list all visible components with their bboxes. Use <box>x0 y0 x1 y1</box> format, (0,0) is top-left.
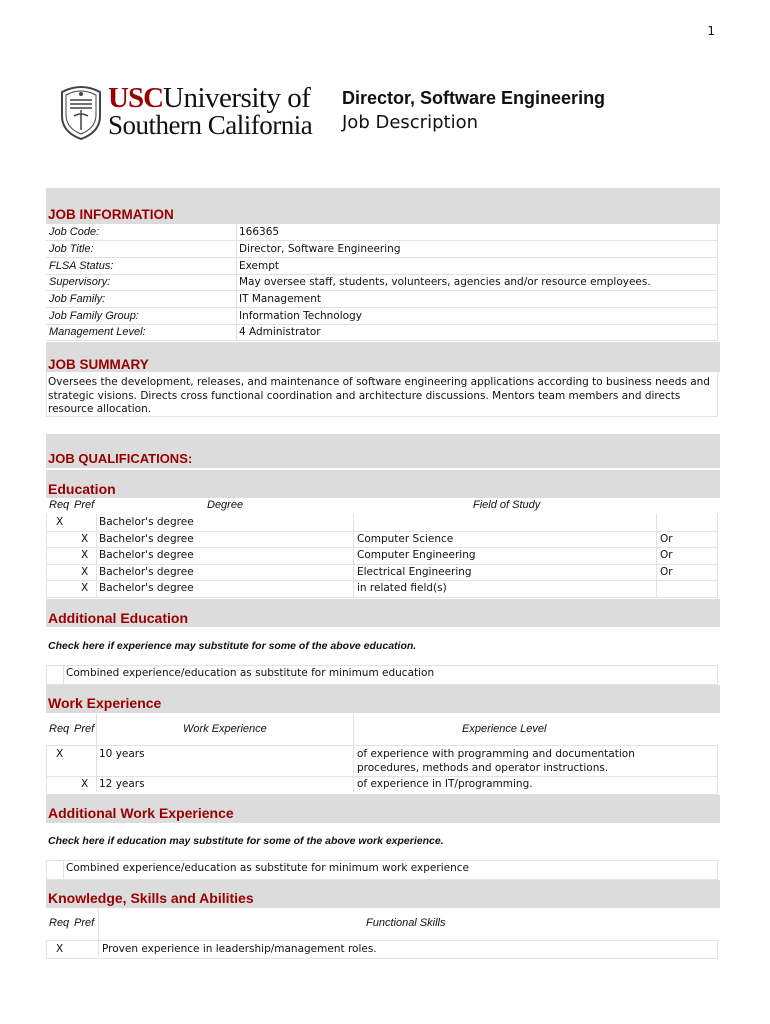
education-substitute-option: Combined experience/education as substitute for minimum education <box>66 667 435 679</box>
col-pref: Pref <box>74 917 95 929</box>
page-number: 1 <box>707 24 715 38</box>
field-label: FLSA Status: <box>49 260 114 272</box>
field-of-study: in related field(s) <box>357 582 447 594</box>
req-mark: X <box>56 748 64 760</box>
degree: Bachelor's degree <box>99 549 194 561</box>
years: 10 years <box>99 748 145 760</box>
field-of-study: Computer Science <box>357 533 454 545</box>
req-mark: X <box>56 516 64 528</box>
experience-level: of experience in IT/programming. <box>357 778 533 790</box>
col-req: Req <box>49 917 70 929</box>
job-summary-text: Oversees the development, releases, and maintenance of software engineering applications according to business needs and strategic visions. Directs cross functional coordination and architecture discussions. Mentors team members and directs resource allocation. <box>48 376 710 415</box>
col-functional-skills: Functional Skills <box>366 917 446 929</box>
degree: Bachelor's degree <box>99 566 194 578</box>
row-divider <box>46 580 718 581</box>
job-information-heading: JOB INFORMATION <box>48 207 174 222</box>
col-pref: Pref <box>74 723 95 735</box>
degree: Bachelor's degree <box>99 516 194 528</box>
logo-line1: University of <box>163 82 311 114</box>
row-divider <box>46 547 718 548</box>
column-divider <box>656 514 657 597</box>
document-title: Director, Software Engineering <box>342 88 606 108</box>
job-code-row <box>46 224 718 241</box>
field-value: 166365 <box>239 226 280 238</box>
flsa-status-row <box>46 258 718 275</box>
column-divider <box>353 514 354 597</box>
additional-education-heading: Additional Education <box>48 610 188 626</box>
pref-mark: X <box>81 549 89 561</box>
col-pref: Pref <box>74 499 95 511</box>
conjunction: Or <box>660 533 673 545</box>
field-label: Supervisory: <box>49 276 111 288</box>
field-of-study: Computer Engineering <box>357 549 476 561</box>
row-divider <box>46 531 718 532</box>
pref-mark: X <box>81 533 89 545</box>
education-heading: Education <box>48 481 116 497</box>
conjunction: Or <box>660 566 673 578</box>
pref-mark: X <box>81 582 89 594</box>
field-value: IT Management <box>239 293 322 305</box>
field-value: Exempt <box>239 260 279 272</box>
job-family-group-row <box>46 308 718 325</box>
col-field-of-study: Field of Study <box>473 499 541 511</box>
degree: Bachelor's degree <box>99 582 194 594</box>
ksa-heading: Knowledge, Skills and Abilities <box>48 890 254 906</box>
job-title-row <box>46 241 718 258</box>
work-substitute-note: Check here if education may substitute for some of the above work experience. <box>48 835 444 847</box>
checkbox-divider <box>63 861 64 879</box>
col-work-experience: Work Experience <box>183 723 267 735</box>
logo-line2: Southern California <box>108 110 313 140</box>
functional-skill: Proven experience in leadership/management roles. <box>102 943 377 955</box>
conjunction: Or <box>660 549 673 561</box>
additional-work-experience-heading: Additional Work Experience <box>48 805 234 821</box>
field-label: Job Title: <box>49 243 94 255</box>
logo-usc: USC <box>108 82 164 114</box>
work-substitute-option: Combined experience/education as substitute for minimum work experience <box>66 862 469 874</box>
supervisory-row <box>46 274 718 291</box>
field-value: Director, Software Engineering <box>239 243 401 255</box>
field-of-study: Electrical Engineering <box>357 566 472 578</box>
row-divider <box>46 564 718 565</box>
qualifications-heading: JOB QUALIFICATIONS: <box>48 451 193 466</box>
job-family-row <box>46 291 718 308</box>
usc-seal-icon <box>58 82 104 140</box>
col-degree: Degree <box>207 499 244 511</box>
management-level-row <box>46 324 718 341</box>
field-value: Information Technology <box>239 310 362 322</box>
pref-mark: X <box>81 778 89 790</box>
usc-logo <box>58 82 330 142</box>
col-experience-level: Experience Level <box>462 723 547 735</box>
field-value: 4 Administrator <box>239 326 321 338</box>
field-label: Job Family Group: <box>49 310 139 322</box>
document-subtitle: Job Description <box>342 112 478 133</box>
col-req: Req <box>49 723 70 735</box>
pref-mark: X <box>81 566 89 578</box>
row-divider <box>46 776 718 777</box>
field-value: May oversee staff, students, volunteers, agencies and/or resource employees. <box>239 276 651 288</box>
field-label: Job Family: <box>49 293 106 305</box>
job-summary-heading: JOB SUMMARY <box>48 357 149 372</box>
field-label: Job Code: <box>49 226 100 238</box>
education-band <box>46 470 720 498</box>
req-mark: X <box>56 943 64 955</box>
degree: Bachelor's degree <box>99 533 194 545</box>
work-experience-heading: Work Experience <box>48 695 162 711</box>
years: 12 years <box>99 778 145 790</box>
education-substitute-note: Check here if experience may substitute for some of the above education. <box>48 640 417 652</box>
field-label: Management Level: <box>49 326 146 338</box>
experience-level: of experience with programming and documentation procedures, methods and operator instructions. <box>357 748 635 774</box>
col-req: Req <box>49 499 70 511</box>
checkbox-divider <box>63 666 64 684</box>
column-divider <box>96 514 97 597</box>
